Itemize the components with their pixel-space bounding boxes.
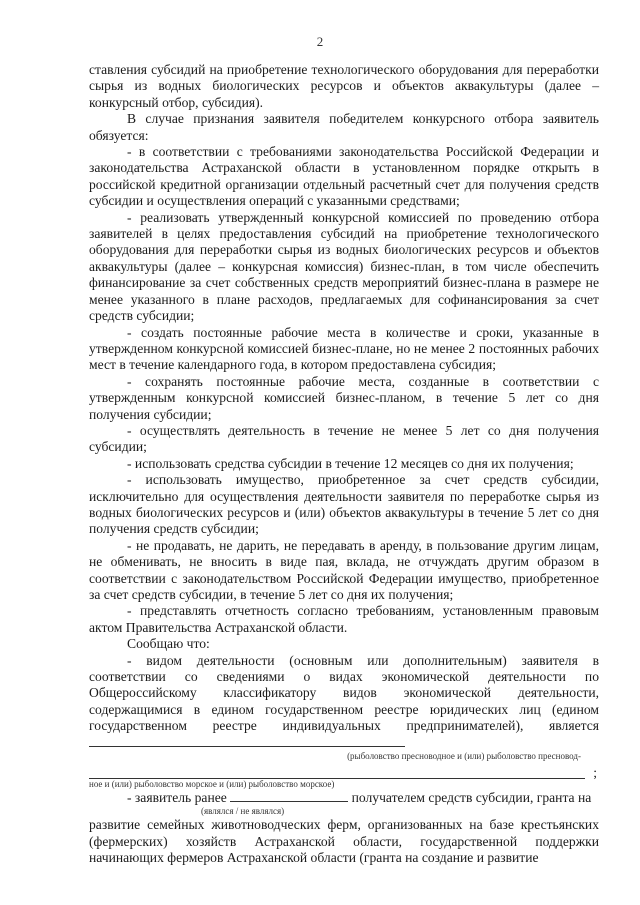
ranee-caption: (являлся / не являлся) <box>201 806 285 817</box>
paragraph: - осуществлять деятельность в течение не менее 5 лет со дня получения субсидии; <box>89 422 599 455</box>
ranee-field[interactable] <box>230 790 348 802</box>
activity-type-field-continued[interactable] <box>89 762 597 780</box>
paragraph: ставления субсидий на приобретение технологического оборудования для переработки сырья из водных биологических ресурсов и объектов аквакультуры (далее – конкурсный отбор, субсидия). <box>89 62 599 110</box>
paragraph: - сохранять постоянные рабочие места, созданные в соответствии с утвержденным конкурсной комиссией бизнес-планом, в течение 5 лет со дня получения субсидии; <box>89 373 599 422</box>
paragraph: Сообщаю что: <box>127 636 210 652</box>
paragraph: - создать постоянные рабочие места в количестве и сроки, указанные в утвержденном конкурсной комиссией бизнес-плане, но не менее 2 постоянных рабочих мест в течение календарного года, в котором предоставлена субсидия; <box>89 324 599 373</box>
activity-caption-1: (рыболовство пресноводное и (или) рыболовство пресновод- <box>347 751 581 762</box>
semicolon: ; <box>593 764 597 780</box>
activity-text: - видом деятельности (основным или дополнительным) заявителя в соответствии со сведениями о видах экономической деятельности по Общероссийскому классификатору видов экономической деятельности, содержащимися в едином государственном реестре юридических лиц (едином государственном реестре индивидуальных предпринимателей), является <box>89 652 599 734</box>
paragraph: развитие семейных животноводческих ферм, организованных на базе крестьянских (фермерских) хозяйств Астраханской области, государственной поддержки начинающих фермеров Астраханской области (гранта на создание и развитие <box>89 817 599 866</box>
paragraph: - не продавать, не дарить, не передавать в аренду, в пользование другим лицам, не обменивать, не вносить в виде пая, вклада, не отчуждать другим образом в соответствии с законодательством Российской Федерации имущество, приобретенное за счет средств субсидии, в течение 5 лет со дня их получения; <box>89 537 599 602</box>
activity-caption-2: ное и (или) рыболовство морское и (или) рыболовство морское) <box>89 779 335 790</box>
paragraph: В случае признания заявителя победителем конкурсного отбора заявитель обязуется: <box>89 111 599 143</box>
activity-paragraph <box>89 653 599 751</box>
paragraph: - использовать средства субсидии в течение 12 месяцев со дня их получения; <box>127 455 574 471</box>
ranee-before: - заявитель ранее <box>127 790 227 806</box>
paragraph: - представлять отчетность согласно требованиям, установленным правовым актом Правительства Астраханской области. <box>89 603 599 635</box>
activity-type-field[interactable] <box>89 735 405 747</box>
ranee-paragraph <box>89 790 599 806</box>
page-number: 2 <box>316 34 324 49</box>
paragraph: - в соответствии с требованиями законодательства Российской Федерации и законодательства Астраханской области в установленном порядке открыть в российской кредитной организации отдельный расчетный счет для получения средств субсидии и осуществления операций с указанными средствами; <box>89 144 599 209</box>
document-body <box>89 62 599 867</box>
paragraph: - реализовать утвержденный конкурсной комиссией по проведению отбора заявителей в целях предоставления субсидий на приобретение технологического оборудования для переработки сырья из водных биологических ресурсов и объектов аквакультуры (далее – конкурсная комиссия) бизнес-план, в том числе обеспечить финансирование за счет собственных средств мероприятий бизнес-плана в размере не менее указанного в плане расходов, предлагаемых для софинансирования за счет средств субсидии; <box>89 209 599 324</box>
paragraph: - использовать имущество, приобретенное за счет средств субсидии, исключительно для осуществления деятельности заявителя по переработке сырья из водных биологических ресурсов и (или) объектов аквакультуры в течение 5 лет со дня получения средств субсидии; <box>89 472 599 537</box>
ranee-after: получателем средств субсидии, гранта на <box>351 790 592 806</box>
